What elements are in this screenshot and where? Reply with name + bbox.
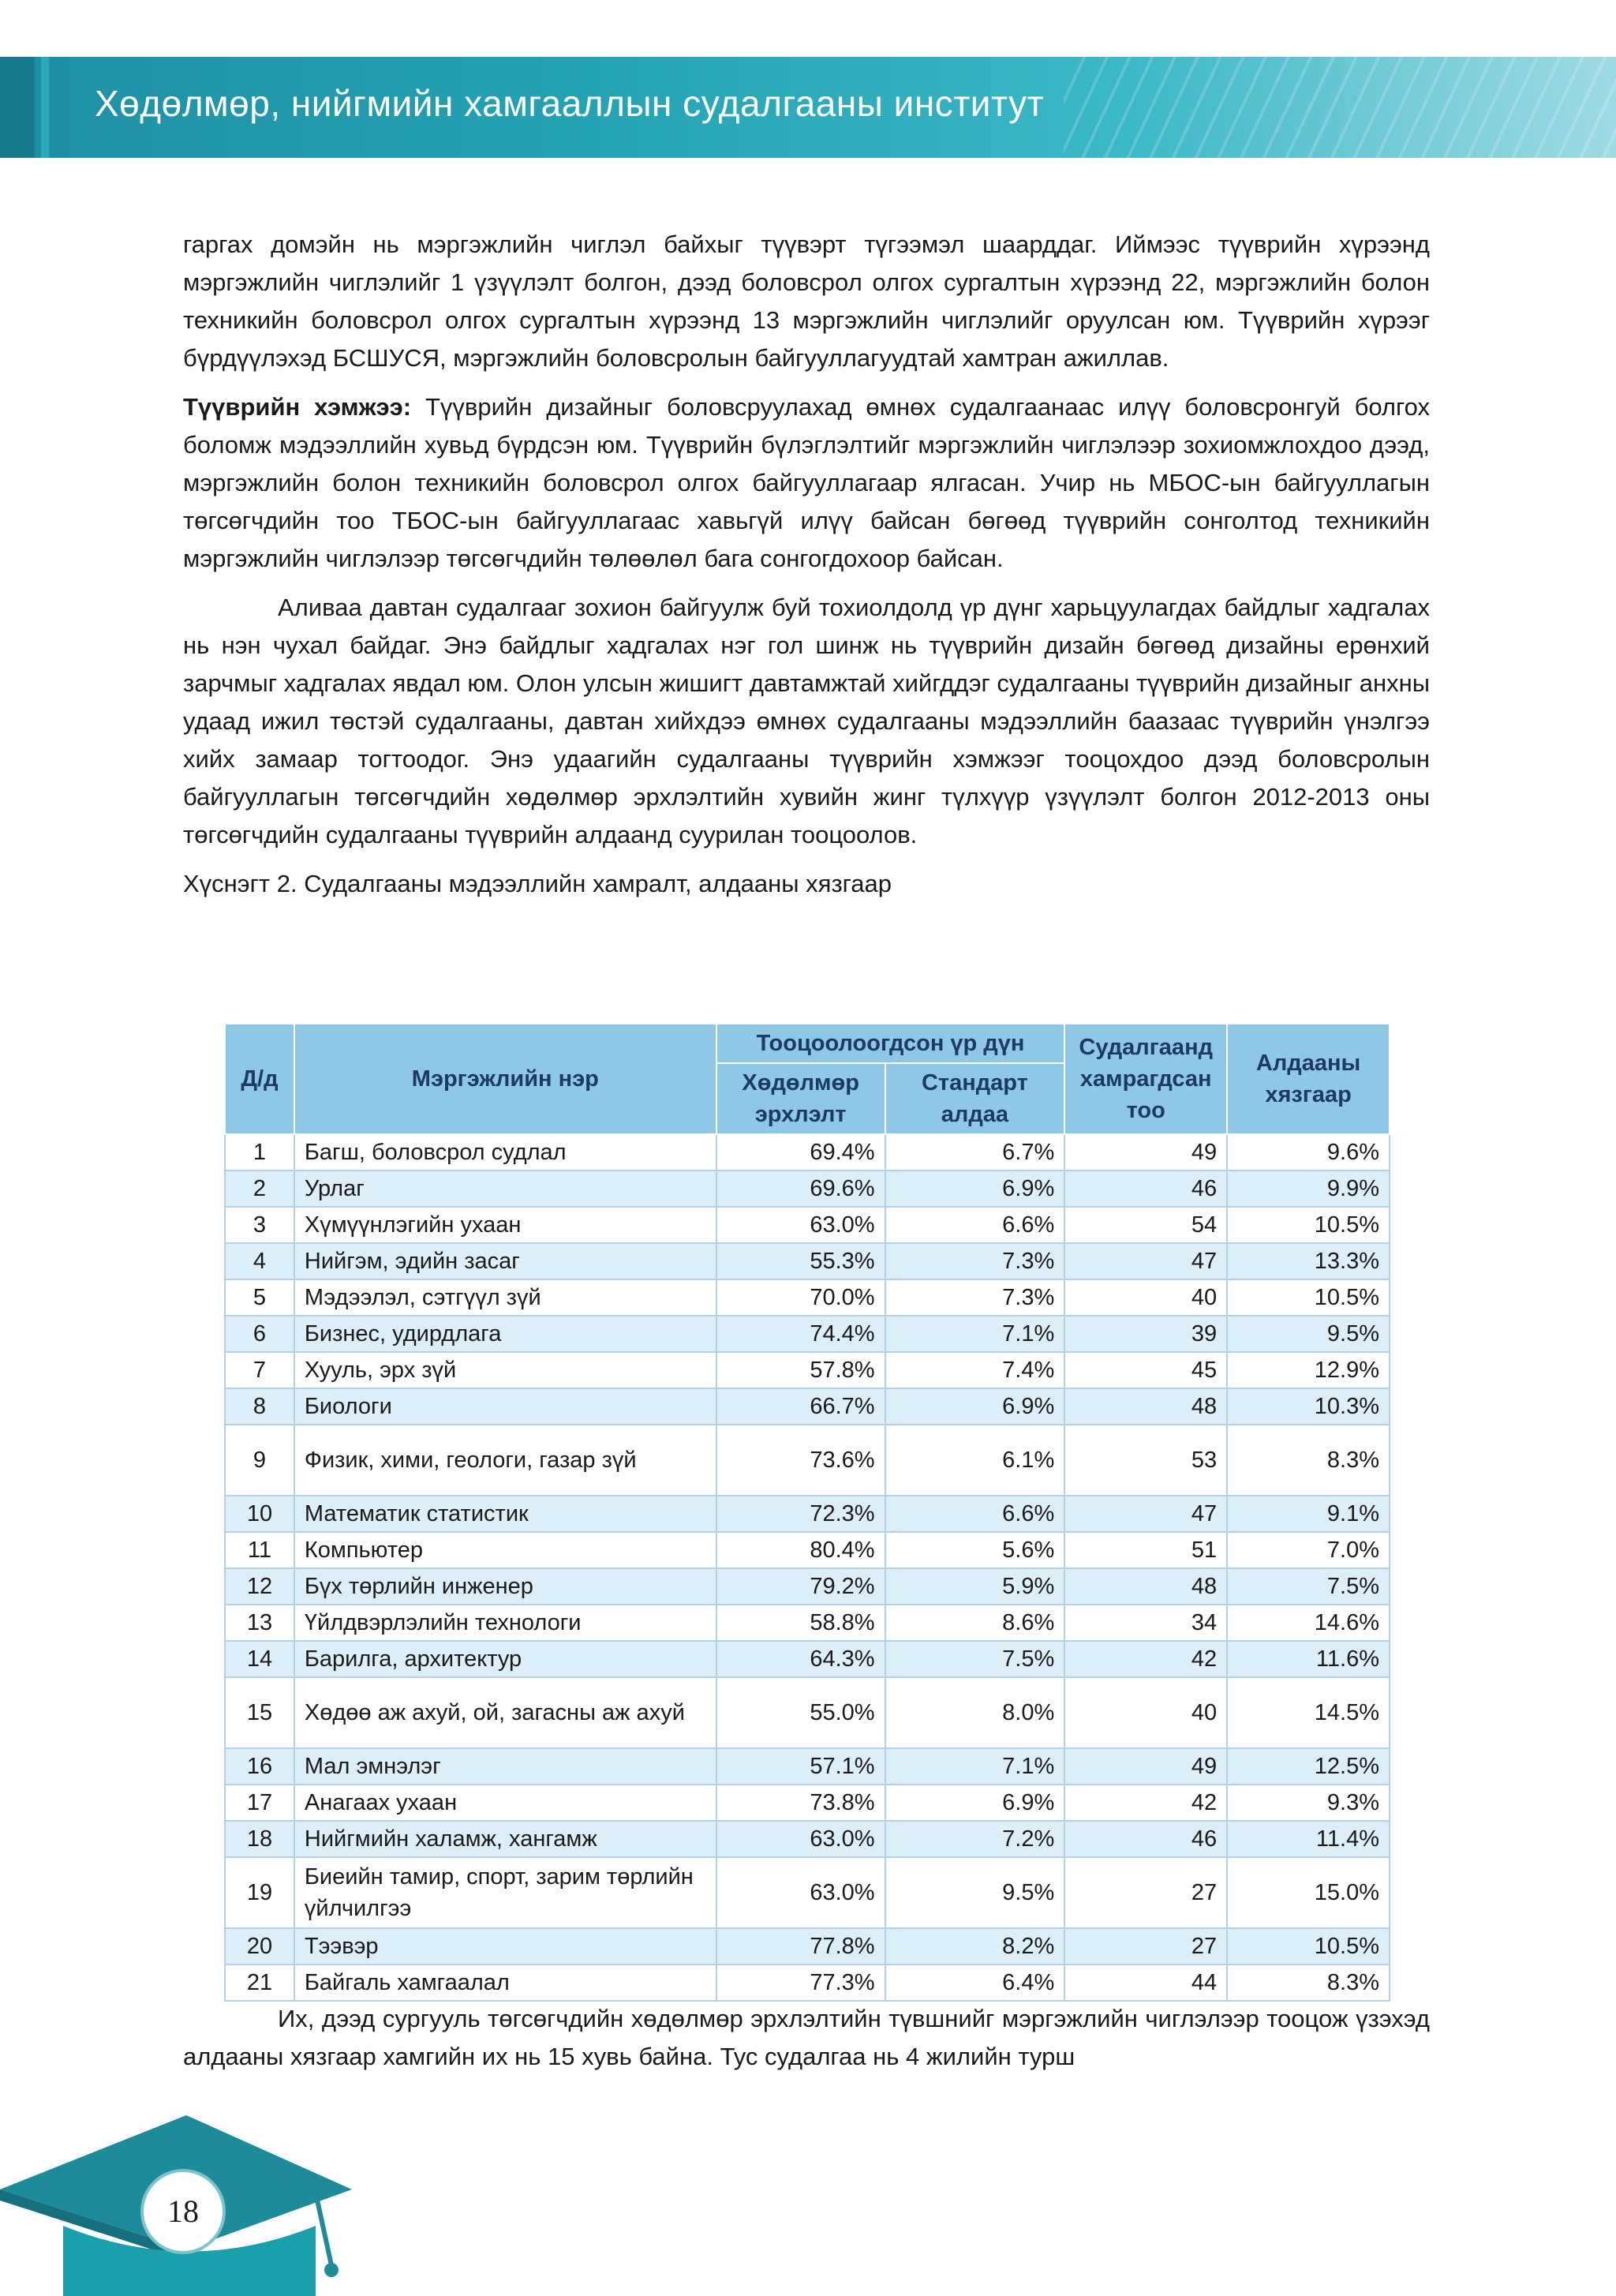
cell-name: Биеийн тамир, спорт, зарим төрлийн үйлчилгээ	[294, 1857, 716, 1928]
paragraph-3: Аливаа давтан судалгааг зохион байгуулж буй тохиолдолд үр дүнг харьцуулагдах байдлыг хадгалах нь нэн чухал байдаг. Энэ байдлыг хадгалах нэг гол шинж нь түүврийн дизайн бөгөөд дизайны ерөнхий зарчмыг хадгалах явдал юм. Олон улсын жишигт давтамжтай хийгддэг судалгааны түүврийн дизайныг анхны удаад ижил төстэй судалгааны, давтан хийхдээ өмнөх судалгааны мэдээллийн баазаас түүврийн үнэлгээ хийх замаар тогтоодог. Энэ удаагийн судалгааны түүврийн хэмжээг тооцохдоо дээд боловсролын байгууллагын төгсөгчдийн хөдөлмөр эрхлэлтийн хувийн жинг түлхүүр үзүүлэлт болгон 2012-2013 оны төгсөгчдийн судалгааны түүврийн алдаанд суурилан тооцоолов.	[183, 594, 1430, 848]
cell-no: 13	[225, 1605, 294, 1641]
cell-margin: 14.5%	[1227, 1677, 1390, 1748]
cell-margin: 12.5%	[1227, 1748, 1390, 1785]
table-row	[225, 1496, 1390, 1532]
cell-no: 14	[225, 1641, 294, 1677]
table-row	[225, 1243, 1390, 1279]
cell-margin: 10.5%	[1227, 1279, 1390, 1316]
cell-employment: 79.2%	[716, 1568, 885, 1605]
table-row	[225, 1857, 1390, 1928]
cell-no: 2	[225, 1170, 294, 1207]
body-text	[183, 226, 1430, 909]
header-employment: Хөдөлмөр эрхлэлт	[716, 1063, 885, 1134]
cell-std-error: 5.6%	[885, 1532, 1065, 1568]
cell-margin: 7.0%	[1227, 1532, 1390, 1568]
cell-no: 4	[225, 1243, 294, 1279]
cell-name: Биологи	[294, 1388, 716, 1425]
cell-covered: 45	[1064, 1352, 1227, 1388]
table-row	[225, 1134, 1390, 1170]
paragraph-2	[183, 388, 1430, 578]
cell-margin: 8.3%	[1227, 1965, 1390, 2001]
cell-margin: 7.5%	[1227, 1568, 1390, 1605]
paragraph-2-lead: Түүврийн хэмжээ:	[183, 393, 412, 421]
cell-no: 9	[225, 1425, 294, 1496]
cell-name: Анагаах ухаан	[294, 1785, 716, 1821]
header-name: Мэргэжлийн нэр	[294, 1024, 716, 1134]
cell-no: 5	[225, 1279, 294, 1316]
cell-covered: 53	[1064, 1425, 1227, 1496]
cell-employment: 70.0%	[716, 1279, 885, 1316]
cell-covered: 48	[1064, 1388, 1227, 1425]
cell-name: Барилга, архитектур	[294, 1641, 716, 1677]
cell-std-error: 5.9%	[885, 1568, 1065, 1605]
cell-employment: 74.4%	[716, 1316, 885, 1352]
cell-employment: 57.8%	[716, 1352, 885, 1388]
cell-name: Хүмүүнлэгийн ухаан	[294, 1207, 716, 1243]
cell-employment: 63.0%	[716, 1857, 885, 1928]
table-row	[225, 1352, 1390, 1388]
cell-margin: 11.6%	[1227, 1641, 1390, 1677]
cell-no: 7	[225, 1352, 294, 1388]
cell-std-error: 7.3%	[885, 1279, 1065, 1316]
cell-std-error: 8.6%	[885, 1605, 1065, 1641]
cell-name: Мэдээлэл, сэтгүүл зүй	[294, 1279, 716, 1316]
cell-name: Бизнес, удирдлага	[294, 1316, 716, 1352]
cell-covered: 44	[1064, 1965, 1227, 2001]
table-row	[225, 1532, 1390, 1568]
cell-std-error: 6.6%	[885, 1207, 1065, 1243]
header-decoration	[1064, 57, 1616, 158]
cell-employment: 73.6%	[716, 1425, 885, 1496]
header-title: Хөдөлмөр, нийгмийн хамгааллын судалгааны институт	[95, 83, 1045, 124]
table-row	[225, 1425, 1390, 1496]
table-row	[225, 1821, 1390, 1857]
cell-covered: 27	[1064, 1928, 1227, 1965]
cell-margin: 9.1%	[1227, 1496, 1390, 1532]
cell-covered: 34	[1064, 1605, 1227, 1641]
cell-no: 15	[225, 1677, 294, 1748]
cell-margin: 9.3%	[1227, 1785, 1390, 1821]
table-row	[225, 1605, 1390, 1641]
cell-employment: 69.6%	[716, 1170, 885, 1207]
cell-covered: 40	[1064, 1279, 1227, 1316]
cell-employment: 63.0%	[716, 1207, 885, 1243]
cell-margin: 14.6%	[1227, 1605, 1390, 1641]
data-table-wrapper	[224, 1023, 1390, 2002]
cell-name: Бүх төрлийн инженер	[294, 1568, 716, 1605]
cell-covered: 47	[1064, 1243, 1227, 1279]
cell-no: 21	[225, 1965, 294, 2001]
table-row	[225, 1641, 1390, 1677]
cell-no: 3	[225, 1207, 294, 1243]
cell-margin: 10.5%	[1227, 1928, 1390, 1965]
cell-margin: 8.3%	[1227, 1425, 1390, 1496]
cell-covered: 54	[1064, 1207, 1227, 1243]
cell-employment: 55.0%	[716, 1677, 885, 1748]
cell-no: 12	[225, 1568, 294, 1605]
cell-margin: 9.9%	[1227, 1170, 1390, 1207]
cell-std-error: 6.7%	[885, 1134, 1065, 1170]
cell-covered: 48	[1064, 1568, 1227, 1605]
cell-name: Үйлдвэрлэлийн технологи	[294, 1605, 716, 1641]
table-row	[225, 1279, 1390, 1316]
cell-std-error: 7.2%	[885, 1821, 1065, 1857]
cell-std-error: 8.0%	[885, 1677, 1065, 1748]
cell-no: 10	[225, 1496, 294, 1532]
cell-name: Математик статистик	[294, 1496, 716, 1532]
table-row	[225, 1748, 1390, 1785]
cell-std-error: 8.2%	[885, 1928, 1065, 1965]
cell-covered: 39	[1064, 1316, 1227, 1352]
cell-margin: 9.5%	[1227, 1316, 1390, 1352]
header-stripe-light	[41, 57, 49, 158]
cell-name: Физик, хими, геологи, газар зүй	[294, 1425, 716, 1496]
cell-covered: 46	[1064, 1170, 1227, 1207]
cell-name: Байгаль хамгаалал	[294, 1965, 716, 2001]
header-margin: Алдааны хязгаар	[1227, 1024, 1390, 1134]
cell-employment: 77.8%	[716, 1928, 885, 1965]
cell-name: Компьютер	[294, 1532, 716, 1568]
paragraph-2-body: Түүврийн дизайныг боловсруулахад өмнөх судалгаанаас илүү боловсронгуй болгох боломж мэдээллийн хувьд бүрдсэн юм. Түүврийн бүлэглэлтийг мэргэжлийн чиглэлээр зохиомжлохдоо дээд, мэргэжлийн болон техникийн боловсрол олгох байгууллагаар ялгасан. Учир нь МБОС-ын байгууллагын төгсөгчдийн тоо ТБОС-ын байгууллагаас хавьгүй илүү байсан бөгөөд түүврийн сонголтод техникийн мэргэжлийн чиглэлээр төгсөгчдийн төлөөлөл бага сонгогдохоор байсан.	[183, 393, 1430, 572]
cell-covered: 42	[1064, 1641, 1227, 1677]
cell-std-error: 7.1%	[885, 1748, 1065, 1785]
cell-employment: 58.8%	[716, 1605, 885, 1641]
cell-covered: 46	[1064, 1821, 1227, 1857]
cell-employment: 73.8%	[716, 1785, 885, 1821]
cell-covered: 51	[1064, 1532, 1227, 1568]
cell-covered: 42	[1064, 1785, 1227, 1821]
cell-name: Хууль, эрх зүй	[294, 1352, 716, 1388]
cell-no: 17	[225, 1785, 294, 1821]
header-stripe-dark	[0, 57, 35, 158]
table-row	[225, 1928, 1390, 1965]
cell-employment: 55.3%	[716, 1243, 885, 1279]
table-row	[225, 1207, 1390, 1243]
header-banner	[0, 57, 1616, 158]
page-number: 18	[140, 2169, 226, 2254]
cell-employment: 72.3%	[716, 1496, 885, 1532]
cell-name: Мал эмнэлэг	[294, 1748, 716, 1785]
header-std-error: Стандарт алдаа	[885, 1063, 1065, 1134]
cell-no: 16	[225, 1748, 294, 1785]
cell-employment: 77.3%	[716, 1965, 885, 2001]
cell-name: Урлаг	[294, 1170, 716, 1207]
cell-employment: 63.0%	[716, 1821, 885, 1857]
cell-std-error: 6.6%	[885, 1496, 1065, 1532]
cell-margin: 11.4%	[1227, 1821, 1390, 1857]
cell-std-error: 6.9%	[885, 1785, 1065, 1821]
cell-no: 19	[225, 1857, 294, 1928]
cell-covered: 27	[1064, 1857, 1227, 1928]
table-body	[225, 1134, 1390, 2001]
cell-margin: 15.0%	[1227, 1857, 1390, 1928]
table-row	[225, 1677, 1390, 1748]
table-caption: Хүснэгт 2. Судалгааны мэдээллийн хамралт, алдааны хязгаар	[183, 870, 892, 897]
cell-std-error: 6.1%	[885, 1425, 1065, 1496]
cell-covered: 49	[1064, 1134, 1227, 1170]
table-row	[225, 1568, 1390, 1605]
table-row	[225, 1965, 1390, 2001]
cell-employment: 64.3%	[716, 1641, 885, 1677]
table-row	[225, 1316, 1390, 1352]
cell-std-error: 7.4%	[885, 1352, 1065, 1388]
table-row	[225, 1170, 1390, 1207]
paragraph-4: Их, дээд сургууль төгсөгчдийн хөдөлмөр эрхлэлтийн түвшнийг мэргэжлийн чиглэлээр тооцож үзэхэд алдааны хязгаар хамгийн их нь 15 хувь байна. Тус судалгаа нь 4 жилийн турш	[183, 2005, 1430, 2070]
cell-employment: 66.7%	[716, 1388, 885, 1425]
cell-margin: 13.3%	[1227, 1243, 1390, 1279]
cell-no: 6	[225, 1316, 294, 1352]
cell-margin: 9.6%	[1227, 1134, 1390, 1170]
cell-covered: 40	[1064, 1677, 1227, 1748]
cell-no: 8	[225, 1388, 294, 1425]
cell-std-error: 6.4%	[885, 1965, 1065, 2001]
header-no: Д/д	[225, 1024, 294, 1134]
header-covered: Судалгаанд хамрагдсан тоо	[1064, 1024, 1227, 1134]
cell-covered: 47	[1064, 1496, 1227, 1532]
cell-std-error: 9.5%	[885, 1857, 1065, 1928]
cell-employment: 69.4%	[716, 1134, 885, 1170]
cell-name: Багш, боловсрол судлал	[294, 1134, 716, 1170]
body-text-continued	[183, 2000, 1430, 2087]
cell-std-error: 6.9%	[885, 1170, 1065, 1207]
table-row	[225, 1388, 1390, 1425]
cell-name: Нийгмийн халамж, хангамж	[294, 1821, 716, 1857]
cell-name: Нийгэм, эдийн засаг	[294, 1243, 716, 1279]
cell-std-error: 7.1%	[885, 1316, 1065, 1352]
cell-employment: 57.1%	[716, 1748, 885, 1785]
table-row	[225, 1785, 1390, 1821]
cell-no: 20	[225, 1928, 294, 1965]
cell-covered: 49	[1064, 1748, 1227, 1785]
header-group: Тооцоолоогдсон үр дүн	[716, 1024, 1065, 1063]
cell-std-error: 7.5%	[885, 1641, 1065, 1677]
cell-no: 1	[225, 1134, 294, 1170]
cell-margin: 12.9%	[1227, 1352, 1390, 1388]
cell-no: 11	[225, 1532, 294, 1568]
cell-employment: 80.4%	[716, 1532, 885, 1568]
cell-margin: 10.5%	[1227, 1207, 1390, 1243]
paragraph-1: гаргах домэйн нь мэргэжлийн чиглэл байхыг түүвэрт түгээмэл шаарддаг. Иймээс түүврийн хүрээнд мэргэжлийн чиглэлийг 1 үзүүлэлт болгон, дээд боловсрол олгох сургалтын хүрээнд 22, мэргэжлийн болон техникийн боловсрол олгох сургалтын хүрээнд 13 мэргэжлийн чиглэлийг оруулсан юм. Түүврийн хүрээг бүрдүүлэхэд БСШУСЯ, мэргэжлийн боловсролын байгууллагуудтай хамтран ажиллав.	[183, 230, 1430, 372]
cell-name: Хөдөө аж ахуй, ой, загасны аж ахуй	[294, 1677, 716, 1748]
cell-std-error: 6.9%	[885, 1388, 1065, 1425]
cell-margin: 10.3%	[1227, 1388, 1390, 1425]
cell-std-error: 7.3%	[885, 1243, 1065, 1279]
coverage-table	[224, 1023, 1390, 2002]
cell-no: 18	[225, 1821, 294, 1857]
cell-name: Тээвэр	[294, 1928, 716, 1965]
